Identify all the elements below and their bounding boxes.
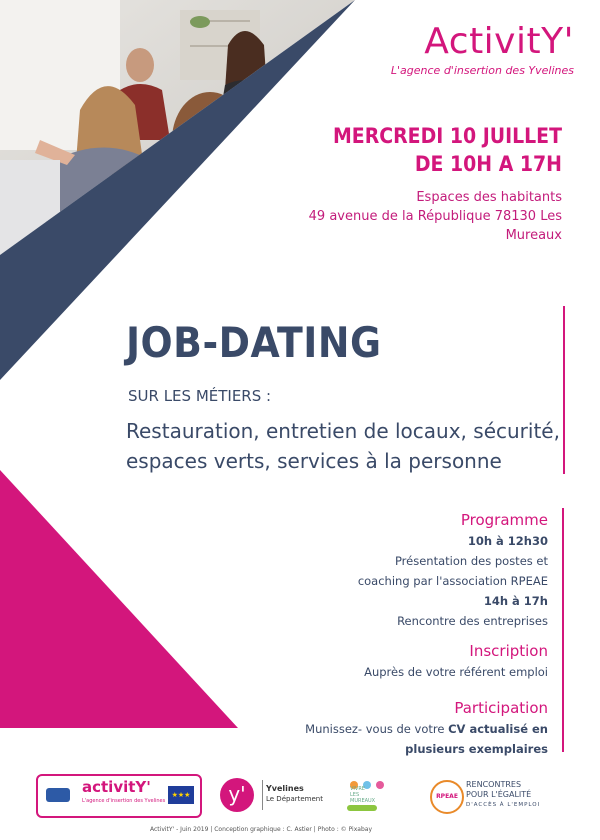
participation-text-prefix: Munissez- vous de votre	[305, 722, 449, 736]
rpeae-line: POUR L'ÉGALITÉ	[466, 790, 532, 799]
event-venue: Espaces des habitants	[416, 190, 562, 205]
activity-footer-tagline: L'agence d'insertion des Yvelines	[82, 798, 166, 804]
jobs-line: Restauration, entretien de locaux, sécurité,	[126, 419, 560, 443]
programme-slot1-desc: Présentation des postes et	[394, 554, 548, 568]
participation-text-bold: plusieurs exemplaires	[405, 742, 548, 756]
mureaux-line: MUREAUX	[350, 798, 376, 804]
divider	[262, 780, 263, 810]
participation-heading: Participation	[454, 699, 548, 717]
divider-rule	[562, 508, 564, 752]
event-hours: DE 10H A 17H	[414, 152, 562, 176]
event-date: MERCREDI 10 JUILLET	[332, 124, 562, 148]
event-address: 49 avenue de la République 78130 Les Mureaux	[308, 209, 562, 243]
programme-slot2-desc: Rencontre des entreprises	[397, 614, 548, 628]
jobs-line: espaces verts, services à la personne	[126, 449, 502, 473]
credit-line: ActivitY' - Juin 2019 | Conception graphique : C. Astier | Photo : © Pixabay	[150, 826, 372, 833]
footer-logos	[0, 772, 600, 828]
mureaux-line: LES	[350, 792, 360, 798]
activity-footer-logo: activitY'	[82, 778, 151, 796]
rpeae-logo-icon: RPEAE	[430, 780, 464, 814]
jobs-subtitle: SUR LES MÉTIERS :	[128, 387, 272, 405]
event-date-block	[262, 122, 562, 245]
programme-slot2-time: 14h à 17h	[483, 594, 548, 608]
rpeae-line: RENCONTRES	[466, 780, 522, 789]
rpeae-logo-text	[466, 780, 540, 810]
yvelines-logo-icon: y'	[220, 778, 254, 812]
brand-logo	[364, 22, 574, 77]
eu-flag-icon: ★★★	[168, 786, 194, 804]
page-title: JOB-DATING	[126, 318, 382, 367]
mureaux-line: VIVRE	[350, 786, 365, 792]
programme-section	[268, 509, 548, 631]
participation-section	[268, 697, 548, 759]
rpeae-line: D'ACCÈS À L'EMPLOI	[466, 802, 541, 808]
activity-footer-logo-box	[36, 774, 202, 818]
partner-logo-icon	[46, 788, 70, 802]
participation-text-bold: CV actualisé en	[448, 722, 548, 736]
yvelines-sub: Le Département	[266, 795, 323, 803]
programme-slot1-time: 10h à 12h30	[467, 534, 548, 548]
inscription-text: Auprès de votre référent emploi	[364, 665, 548, 679]
programme-heading: Programme	[460, 511, 548, 529]
brand-tagline: L'agence d'insertion des Yvelines	[390, 64, 574, 77]
programme-slot1-desc: coaching par l'association RPEAE	[357, 574, 548, 588]
yvelines-name: Yvelines	[266, 784, 304, 793]
inscription-section	[268, 640, 548, 682]
mureaux-wave-icon	[347, 805, 377, 811]
jobs-list	[126, 416, 566, 476]
participation-text	[268, 719, 548, 739]
brand-name: ActivitY'	[424, 21, 574, 62]
inscription-heading: Inscription	[469, 642, 548, 660]
mureaux-logo	[350, 786, 375, 804]
